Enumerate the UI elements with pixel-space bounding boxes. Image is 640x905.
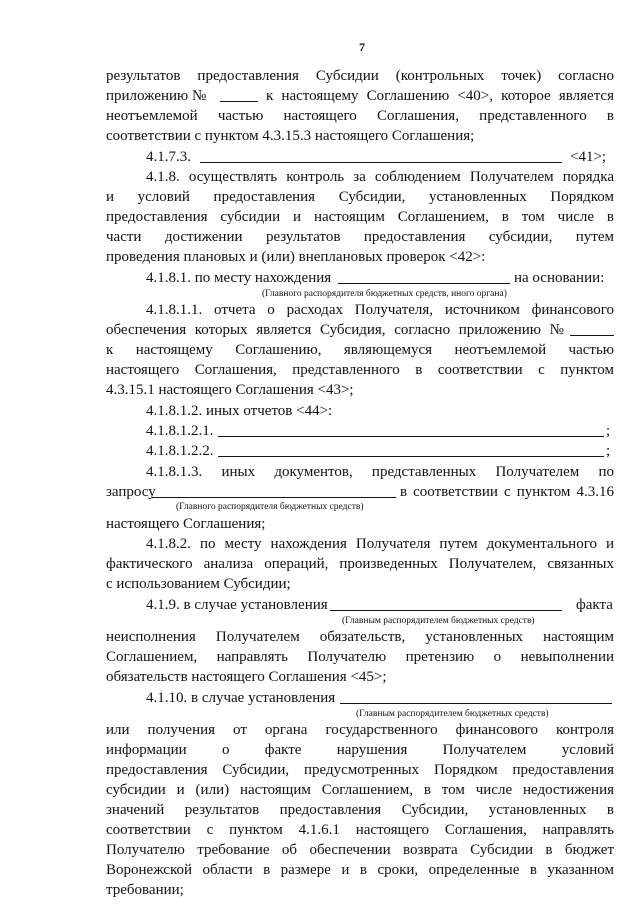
text-line: приложению № к настоящему Соглашению <40>, которое является [106, 88, 614, 104]
text-line: 4.1.8.1.2.2. ; [146, 443, 611, 459]
field-caption: (Главного распорядителя бюджетных средств, иного органа) [262, 289, 507, 299]
text-line: 4.1.8.1. по месту нахождения на основании: [146, 270, 605, 286]
text-line: субсидии и (или) настоящим Соглашением, в том числе недостижения [106, 782, 614, 798]
text-line: проведения плановых и (или) внеплановых проверок <42>: [106, 249, 486, 265]
text-line: информации о факте нарушения Получателем условий [106, 742, 614, 758]
text-line: неотъемлемой частью настоящего Соглашения, представленного в [106, 108, 614, 124]
field-caption: (Главным распорядителем бюджетных средств) [342, 616, 535, 626]
text-line: требовании; [106, 882, 184, 898]
text-line: соответствии с пунктом 4.3.15.3 настоящего Соглашения; [106, 128, 475, 144]
field-caption: (Главного распорядителя бюджетных средств) [176, 502, 364, 512]
text-line: 4.1.8.2. по месту нахождения Получателя путем документального и [146, 536, 614, 552]
text-line: 4.3.15.1 настоящего Соглашения <43>; [106, 382, 354, 398]
text-line: значений результатов предоставления Субсидии, установленных в [106, 802, 614, 818]
text-line: обязательств настоящего Соглашения <45>; [106, 669, 387, 685]
text-line: с использованием Субсидии; [106, 576, 291, 592]
text-line: Воронежской области в размере и в сроки, определенные в указанном [106, 862, 614, 878]
text-line: результатов предоставления Субсидии (контрольных точек) согласно [106, 68, 614, 84]
text-line: части достижении результатов предоставления субсидии, путем [106, 229, 614, 245]
text-line: и условий предоставления Субсидии, установленных Порядком [106, 189, 614, 205]
text-line: 4.1.8.1.2. иных отчетов <44>: [146, 403, 333, 419]
text-line: неисполнения Получателем обязательств, установленных настоящим [106, 629, 614, 645]
page-number: 7 [359, 40, 365, 54]
text-line: соответствии с пунктом 4.1.6.1 настоящего Соглашения, направлять [106, 822, 614, 838]
text-line: Соглашением, направлять Получателю претензию о невыполнении [106, 649, 614, 665]
text-line: 4.1.10. в случае установления [0, 689, 640, 709]
text-line: предоставления Субсидии, предусмотренных Порядком предоставления [106, 762, 614, 778]
text-line: запросу в соответствии с пунктом 4.3.16 [106, 484, 614, 500]
text-line: 4.1.8.1.3. иных документов, представленных Получателем по [146, 464, 614, 480]
text-line: Получателю требование об обеспечении возврата Субсидии в бюджет [106, 842, 614, 858]
text-line: 4.1.8.1.1. отчета о расходах Получателя, источником финансового [146, 302, 614, 318]
text-line: фактического анализа операций, произведенных Получателем, связанных [106, 556, 614, 572]
text-line: настоящего Соглашения; [106, 516, 266, 532]
text-line: обеспечения которых является Субсидия, согласно приложению № [0, 321, 640, 341]
text-line: 4.1.8. осуществлять контроль за соблюдением Получателем порядка [146, 169, 614, 185]
field-caption: (Главным распорядителем бюджетных средств) [356, 709, 549, 719]
text-line: 4.1.7.3. <41>; [146, 149, 607, 165]
text-line: к настоящему Соглашению, являющемуся неотъемлемой частью [106, 342, 614, 358]
text-line: или получения от органа государственного финансового контроля [106, 722, 614, 738]
text-line: 4.1.9. в случае установления факта [146, 597, 613, 613]
text-line: 4.1.8.1.2.1. ; [146, 423, 611, 439]
text-line: настоящего Соглашения, представленного в соответствии с пунктом [106, 362, 614, 378]
text-line: предоставления субсидии и настоящим Соглашением, в том числе в [106, 209, 614, 225]
